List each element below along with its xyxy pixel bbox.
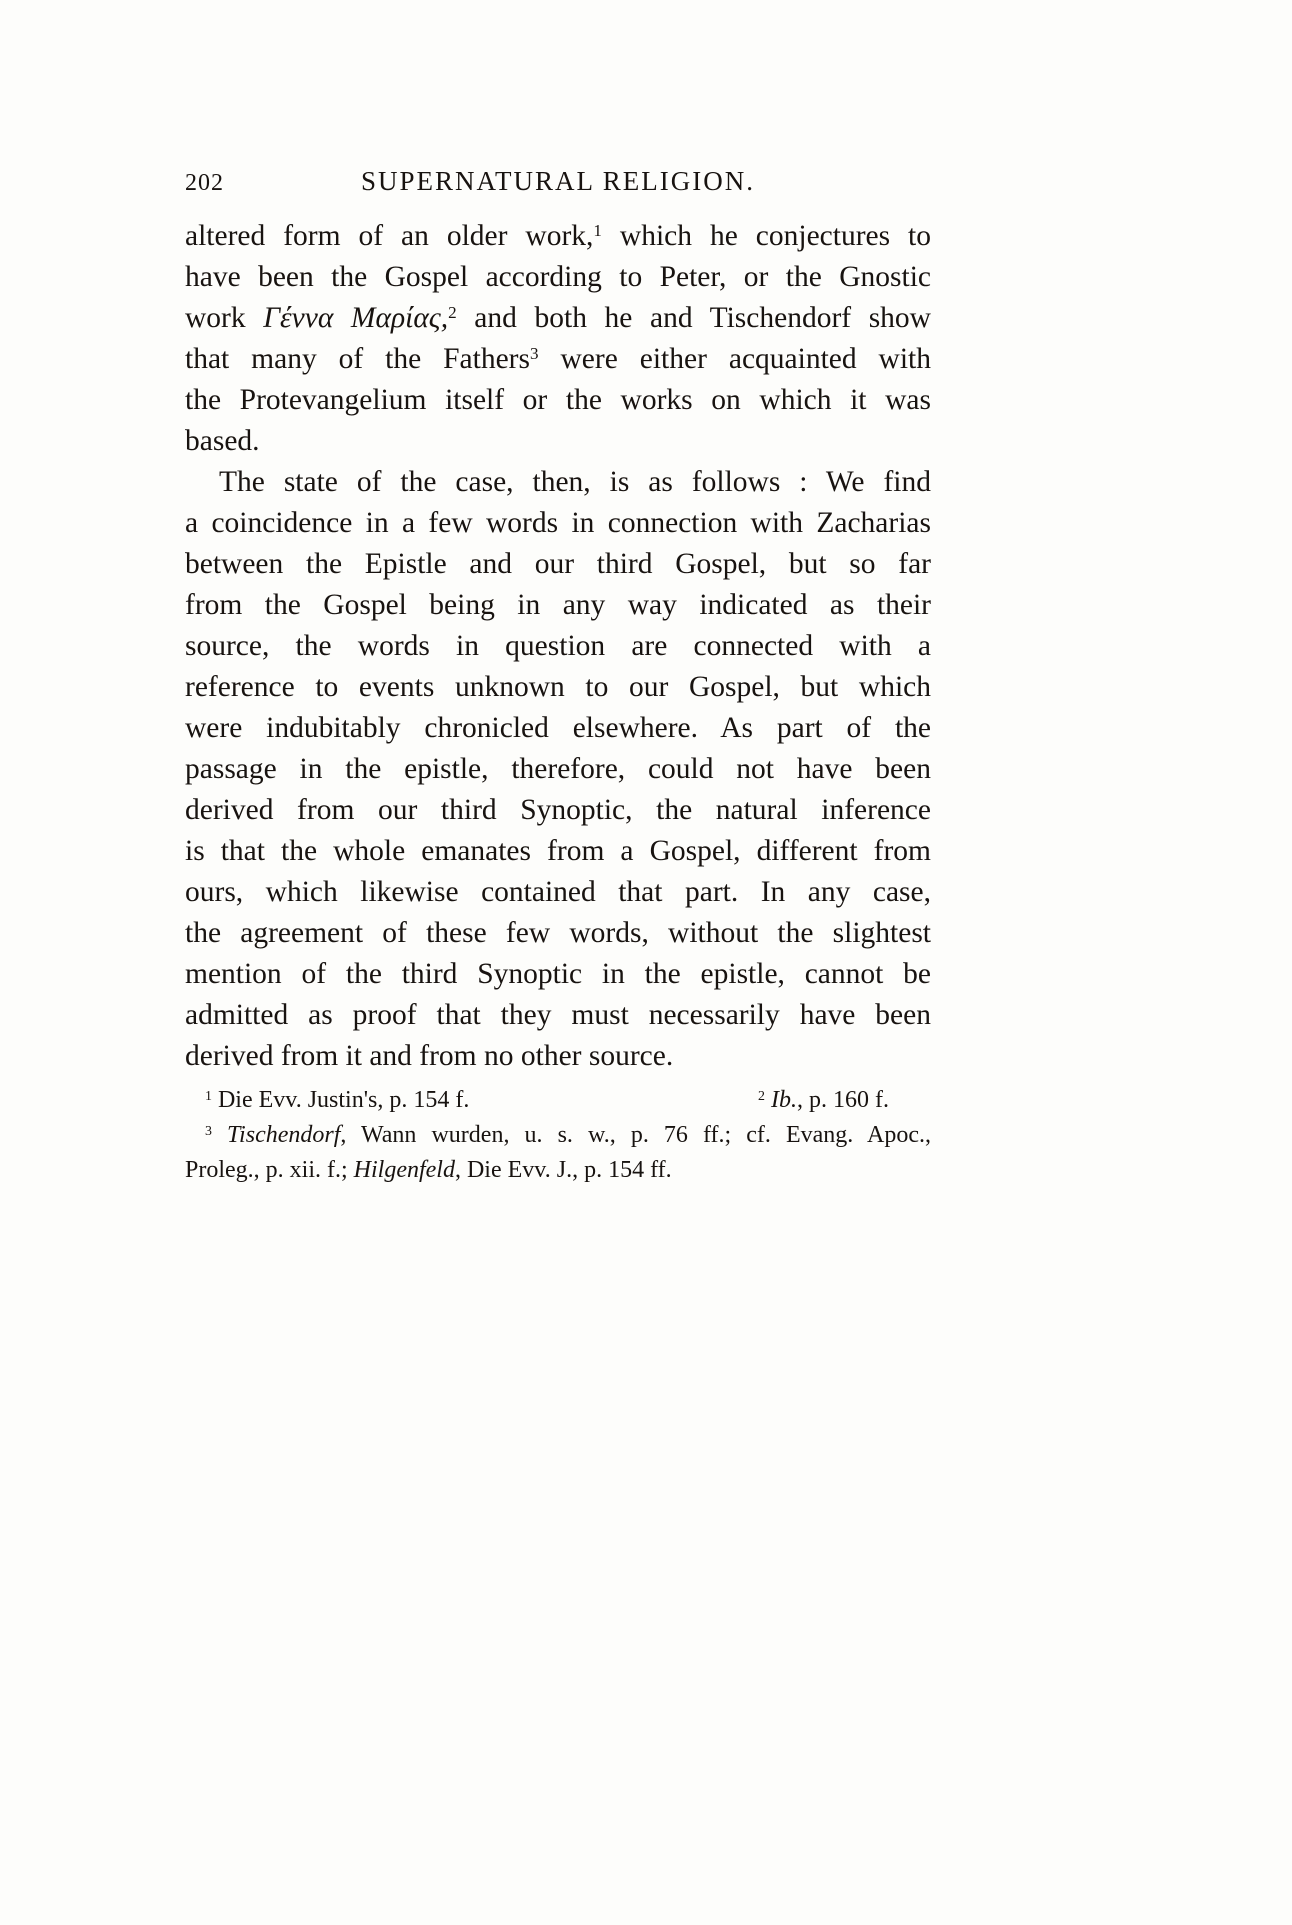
text-line [185,954,931,995]
text-line [185,626,931,667]
text-segment: the agreement of these few words, without the slightest [185,917,931,949]
text-segment: which he conjectures to [601,220,931,252]
text-segment: The state of the case, then, is as follows : We find [219,466,931,498]
footnotes [185,1083,931,1188]
text-segment [212,1122,227,1148]
footnote-row [185,1083,931,1118]
running-title: SUPERNATURAL RELIGION. [361,166,755,196]
footnote-3 [185,1118,931,1188]
footnote-reference: 3 [530,344,539,364]
text-segment: have been the Gospel according to Peter, or the Gnostic [185,261,931,293]
page-content [185,166,931,1188]
footnote-2 [758,1083,889,1118]
text-line [185,421,931,462]
text-segment: source, the words in question are connected with a [185,630,931,662]
text-line [185,298,931,339]
text-segment: Hilgenfeld [353,1157,455,1183]
text-line [185,790,931,831]
text-line [185,708,931,749]
text-line [185,995,931,1036]
text-segment: admitted as proof that they must necessarily have been [185,999,931,1031]
footnote-line [185,1118,931,1153]
text-segment: , Die Evv. J., p. 154 ff. [454,1157,672,1183]
text-segment: altered form of an older work, [185,220,594,252]
text-segment: from the Gospel being in any way indicated as their [185,589,931,621]
text-line [185,257,931,298]
footnote-reference: 1 [205,1089,212,1105]
text-segment: were indubitably chronicled elsewhere. As part of the [185,712,931,744]
text-segment: Die Evv. Justin's, p. 154 f. [211,1087,470,1113]
footnote-reference: 1 [593,221,602,241]
text-segment: Γέννα Μαρίας, [263,302,449,334]
text-line [185,462,931,503]
text-line [185,872,931,913]
text-line [185,339,931,380]
text-line [185,503,931,544]
text-line [185,913,931,954]
text-segment: the Protevangelium itself or the works on which it was [185,384,931,416]
text-segment: between the Epistle and our third Gospel, but so far [185,548,931,580]
text-segment: a coincidence in a few words in connection with Zacharias [185,507,931,539]
text-segment: Proleg., p. xii. f.; [185,1157,354,1183]
text-segment: , p. 160 f. [797,1087,889,1113]
footnote-line [185,1153,931,1188]
text-segment: derived from our third Synoptic, the natural inference [185,794,931,826]
footnote-1 [205,1083,469,1118]
text-line [185,749,931,790]
footnote-reference: 2 [758,1089,765,1105]
text-segment: work [185,302,264,334]
text-segment: were either acquainted with [538,343,931,375]
text-segment: derived from it and from no other source. [185,1040,674,1072]
text-segment: and both he and Tischendorf show [456,302,931,334]
body-text [185,216,931,1077]
text-segment: that many of the Fathers [185,343,530,375]
page-number: 202 [185,170,224,196]
text-line [185,216,931,257]
text-line [185,544,931,585]
text-segment: ours, which likewise contained that part. In any case, [185,876,931,908]
text-segment: is that the whole emanates from a Gospel, different from [185,835,931,867]
text-segment: reference to events unknown to our Gospel, but which [185,671,931,703]
text-segment: based. [185,425,260,457]
text-segment: , Wann wurden, u. s. w., p. 76 ff.; cf. Evang. Apoc., [340,1122,932,1148]
text-line [185,1036,931,1077]
footnote-reference: 2 [448,303,457,323]
page-header [185,166,931,198]
footnote-reference: 3 [205,1124,212,1140]
text-segment: Ib. [771,1087,797,1113]
text-line [185,667,931,708]
text-segment: Tischendorf [227,1122,341,1148]
text-line [185,380,931,421]
text-line [185,831,931,872]
text-segment: mention of the third Synoptic in the epistle, cannot be [185,958,931,990]
text-segment: passage in the epistle, therefore, could not have been [185,753,931,785]
text-line [185,585,931,626]
